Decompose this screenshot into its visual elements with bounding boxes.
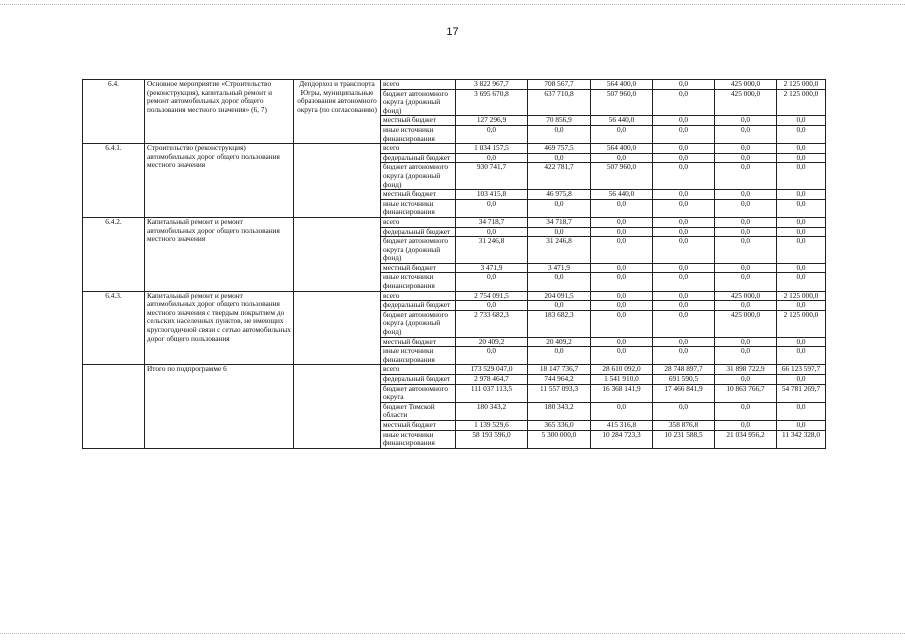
budget-table: [82, 79, 826, 449]
amount-cell: 0,0: [715, 163, 777, 190]
amount-cell: 365 336,0: [528, 420, 591, 430]
funding-source-cell: иные источники финансирования: [381, 125, 456, 143]
amount-cell: 0,0: [715, 125, 777, 143]
funding-source-cell: бюджет Томской области: [381, 402, 456, 420]
amount-cell: 0,0: [528, 273, 591, 291]
amount-cell: 0,0: [777, 116, 826, 126]
amount-cell: 103 415,8: [456, 190, 528, 200]
amount-cell: 0,0: [528, 199, 591, 217]
amount-cell: 173 529 047,0: [456, 365, 528, 375]
amount-cell: 3 695 670,8: [456, 89, 528, 116]
funding-source-cell: бюджет автономного округа (дорожный фонд): [381, 89, 456, 116]
amount-cell: 3 471,9: [456, 263, 528, 273]
funding-source-cell: местный бюджет: [381, 337, 456, 347]
amount-cell: 0,0: [591, 237, 653, 264]
amount-cell: 0,0: [528, 125, 591, 143]
amount-cell: 0,0: [591, 153, 653, 163]
amount-cell: 0,0: [653, 153, 715, 163]
amount-cell: 21 034 956,2: [715, 430, 777, 448]
amount-cell: 0,0: [715, 337, 777, 347]
amount-cell: 1 139 529,6: [456, 420, 528, 430]
amount-cell: 0,0: [456, 301, 528, 311]
amount-cell: 0,0: [591, 310, 653, 337]
amount-cell: 2 754 091,5: [456, 291, 528, 301]
amount-cell: 0,0: [591, 273, 653, 291]
amount-cell: 31 898 722,9: [715, 365, 777, 375]
amount-cell: 5 300 000,0: [528, 430, 591, 448]
amount-cell: 0,0: [653, 116, 715, 126]
amount-cell: 0,0: [715, 273, 777, 291]
amount-cell: 0,0: [777, 337, 826, 347]
executor-cell: [294, 365, 381, 448]
amount-cell: 425 000,0: [715, 310, 777, 337]
amount-cell: 0,0: [715, 227, 777, 237]
amount-cell: 0,0: [591, 347, 653, 365]
amount-cell: 507 960,0: [591, 163, 653, 190]
amount-cell: 46 975,8: [528, 190, 591, 200]
amount-cell: 0,0: [715, 116, 777, 126]
amount-cell: 0,0: [528, 301, 591, 311]
funding-source-cell: всего: [381, 80, 456, 90]
amount-cell: 564 400,0: [591, 80, 653, 90]
row-number-cell: 6.4.2.: [83, 217, 145, 291]
amount-cell: 0,0: [715, 263, 777, 273]
amount-cell: 127 296,9: [456, 116, 528, 126]
scan-edge-top: [0, 4, 905, 5]
amount-cell: 20 409,2: [528, 337, 591, 347]
amount-cell: 0,0: [653, 402, 715, 420]
amount-cell: 28 610 092,0: [591, 365, 653, 375]
funding-source-cell: федеральный бюджет: [381, 153, 456, 163]
amount-cell: 58 193 596,0: [456, 430, 528, 448]
measure-name-cell: Строительство (реконструкция) автомобильных дорог общего пользования местного значения: [145, 144, 294, 218]
amount-cell: 0,0: [653, 89, 715, 116]
funding-source-cell: бюджет автономного округа (дорожный фонд): [381, 310, 456, 337]
amount-cell: 2 125 000,0: [777, 89, 826, 116]
amount-cell: 0,0: [591, 402, 653, 420]
amount-cell: 54 781 269,7: [777, 384, 826, 402]
amount-cell: 422 781,7: [528, 163, 591, 190]
amount-cell: 415 316,8: [591, 420, 653, 430]
amount-cell: 0,0: [777, 190, 826, 200]
funding-source-cell: всего: [381, 365, 456, 375]
funding-source-cell: бюджет автономного округа (дорожный фонд): [381, 163, 456, 190]
amount-cell: 0,0: [715, 190, 777, 200]
funding-source-cell: местный бюджет: [381, 420, 456, 430]
funding-source-cell: иные источники финансирования: [381, 430, 456, 448]
amount-cell: 0,0: [653, 237, 715, 264]
funding-source-cell: всего: [381, 144, 456, 154]
funding-source-cell: всего: [381, 291, 456, 301]
amount-cell: 0,0: [591, 291, 653, 301]
funding-source-cell: местный бюджет: [381, 190, 456, 200]
amount-cell: 0,0: [715, 375, 777, 385]
amount-cell: 2 125 000,0: [777, 80, 826, 90]
amount-cell: 2 125 000,0: [777, 291, 826, 301]
funding-source-cell: федеральный бюджет: [381, 375, 456, 385]
amount-cell: 2 978 464,7: [456, 375, 528, 385]
funding-source-cell: бюджет автономного округа (дорожный фонд): [381, 237, 456, 264]
amount-cell: 0,0: [777, 163, 826, 190]
amount-cell: 564 400,0: [591, 144, 653, 154]
amount-cell: 0,0: [653, 273, 715, 291]
amount-cell: 10 284 723,3: [591, 430, 653, 448]
amount-cell: 0,0: [456, 199, 528, 217]
amount-cell: 1 034 157,5: [456, 144, 528, 154]
funding-source-cell: всего: [381, 217, 456, 227]
amount-cell: 0,0: [777, 420, 826, 430]
row-number-cell: 6.4.3.: [83, 291, 145, 365]
amount-cell: 16 368 141,9: [591, 384, 653, 402]
amount-cell: 3 822 967,7: [456, 80, 528, 90]
amount-cell: 1 541 910,0: [591, 375, 653, 385]
amount-cell: 425 000,0: [715, 89, 777, 116]
amount-cell: 66 123 597,7: [777, 365, 826, 375]
amount-cell: 0,0: [653, 227, 715, 237]
funding-source-cell: местный бюджет: [381, 116, 456, 126]
amount-cell: 0,0: [456, 347, 528, 365]
amount-cell: 425 000,0: [715, 291, 777, 301]
amount-cell: 0,0: [653, 263, 715, 273]
amount-cell: 11 557 093,3: [528, 384, 591, 402]
amount-cell: 930 741,7: [456, 163, 528, 190]
amount-cell: 31 246,8: [528, 237, 591, 264]
table-row: [83, 144, 826, 154]
funding-source-cell: бюджет автономного округа: [381, 384, 456, 402]
amount-cell: 70 856,9: [528, 116, 591, 126]
amount-cell: 0,0: [528, 153, 591, 163]
funding-source-cell: иные источники финансирования: [381, 347, 456, 365]
amount-cell: 34 718,7: [456, 217, 528, 227]
amount-cell: 0,0: [777, 153, 826, 163]
amount-cell: 17 466 841,9: [653, 384, 715, 402]
amount-cell: 0,0: [653, 310, 715, 337]
amount-cell: 0,0: [777, 375, 826, 385]
amount-cell: 708 567,7: [528, 80, 591, 90]
amount-cell: 0,0: [777, 263, 826, 273]
amount-cell: 18 147 736,7: [528, 365, 591, 375]
amount-cell: 2 733 682,3: [456, 310, 528, 337]
amount-cell: 0,0: [777, 301, 826, 311]
amount-cell: 20 409,2: [456, 337, 528, 347]
amount-cell: 0,0: [715, 217, 777, 227]
row-number-cell: 6.4.1.: [83, 144, 145, 218]
amount-cell: 0,0: [777, 273, 826, 291]
measure-name-cell: Капитальный ремонт и ремонт автомобильных дорог общего пользования местного значения с твердым покрытием до сельских населенных пунктов, не имеющих круглогодичной связи с сетью автомобильных дорог общего пользования: [145, 291, 294, 365]
amount-cell: 0,0: [456, 125, 528, 143]
executor-cell: [294, 144, 381, 218]
amount-cell: 0,0: [653, 80, 715, 90]
amount-cell: 0,0: [653, 125, 715, 143]
amount-cell: 0,0: [456, 227, 528, 237]
amount-cell: 691 590,5: [653, 375, 715, 385]
amount-cell: 0,0: [715, 420, 777, 430]
row-number-cell: [83, 365, 145, 448]
amount-cell: 0,0: [777, 227, 826, 237]
amount-cell: 0,0: [715, 199, 777, 217]
amount-cell: 0,0: [653, 190, 715, 200]
scan-edge-bottom: [0, 633, 905, 634]
amount-cell: 180 343,2: [528, 402, 591, 420]
amount-cell: 0,0: [777, 125, 826, 143]
amount-cell: 0,0: [456, 273, 528, 291]
funding-source-cell: федеральный бюджет: [381, 227, 456, 237]
page-number: 17: [446, 26, 459, 38]
executor-cell: [294, 291, 381, 365]
funding-source-cell: иные источники финансирования: [381, 273, 456, 291]
funding-source-cell: иные источники финансирования: [381, 199, 456, 217]
amount-cell: 34 718,7: [528, 217, 591, 227]
amount-cell: 0,0: [528, 227, 591, 237]
amount-cell: 425 000,0: [715, 80, 777, 90]
amount-cell: 0,0: [591, 227, 653, 237]
table-row: [83, 80, 826, 90]
amount-cell: 3 471,9: [528, 263, 591, 273]
amount-cell: 0,0: [528, 347, 591, 365]
amount-cell: 0,0: [653, 347, 715, 365]
amount-cell: 0,0: [591, 301, 653, 311]
amount-cell: 0,0: [591, 337, 653, 347]
amount-cell: 0,0: [715, 347, 777, 365]
amount-cell: 0,0: [777, 347, 826, 365]
funding-source-cell: федеральный бюджет: [381, 301, 456, 311]
amount-cell: 0,0: [653, 144, 715, 154]
amount-cell: 0,0: [591, 217, 653, 227]
amount-cell: 0,0: [777, 217, 826, 227]
amount-cell: 0,0: [591, 199, 653, 217]
amount-cell: 0,0: [591, 125, 653, 143]
amount-cell: 0,0: [591, 263, 653, 273]
amount-cell: 0,0: [653, 199, 715, 217]
amount-cell: 10 863 766,7: [715, 384, 777, 402]
amount-cell: 0,0: [777, 237, 826, 264]
amount-cell: 0,0: [653, 217, 715, 227]
amount-cell: 358 876,8: [653, 420, 715, 430]
amount-cell: 0,0: [653, 163, 715, 190]
measure-name-cell: Капитальный ремонт и ремонт автомобильных дорог общего пользования местного значения: [145, 217, 294, 291]
amount-cell: 507 960,0: [591, 89, 653, 116]
amount-cell: 0,0: [715, 301, 777, 311]
amount-cell: 0,0: [653, 301, 715, 311]
amount-cell: 56 440,0: [591, 190, 653, 200]
row-number-cell: 6.4.: [83, 80, 145, 144]
amount-cell: 0,0: [777, 402, 826, 420]
amount-cell: 56 440,0: [591, 116, 653, 126]
amount-cell: 2 125 000,0: [777, 310, 826, 337]
amount-cell: 111 037 113,5: [456, 384, 528, 402]
funding-source-cell: местный бюджет: [381, 263, 456, 273]
table-row: [83, 365, 826, 375]
amount-cell: 744 964,2: [528, 375, 591, 385]
amount-cell: 11 342 328,0: [777, 430, 826, 448]
amount-cell: 0,0: [715, 402, 777, 420]
amount-cell: 0,0: [777, 144, 826, 154]
table-row: [83, 217, 826, 227]
amount-cell: 0,0: [777, 199, 826, 217]
amount-cell: 183 682,3: [528, 310, 591, 337]
amount-cell: 31 246,8: [456, 237, 528, 264]
table-row: [83, 291, 826, 301]
executor-cell: [294, 217, 381, 291]
amount-cell: 0,0: [653, 291, 715, 301]
amount-cell: 28 748 897,7: [653, 365, 715, 375]
amount-cell: 10 231 588,5: [653, 430, 715, 448]
amount-cell: 180 343,2: [456, 402, 528, 420]
amount-cell: 637 710,8: [528, 89, 591, 116]
amount-cell: 0,0: [456, 153, 528, 163]
executor-cell: Депдорхоз и транспорта Югры, муниципальные образования автономного округа (по согласованию): [294, 80, 381, 144]
amount-cell: 0,0: [653, 337, 715, 347]
amount-cell: 0,0: [715, 237, 777, 264]
amount-cell: 204 091,5: [528, 291, 591, 301]
amount-cell: 0,0: [715, 153, 777, 163]
measure-name-cell: Основное мероприятие «Строительство (реконструкция), капитальный ремонт и ремонт автомобильных дорог общего пользования местного значения» (6, 7): [145, 80, 294, 144]
amount-cell: 469 757,5: [528, 144, 591, 154]
amount-cell: 0,0: [715, 144, 777, 154]
measure-name-cell: Итого по подпрограмме 6: [145, 365, 294, 448]
